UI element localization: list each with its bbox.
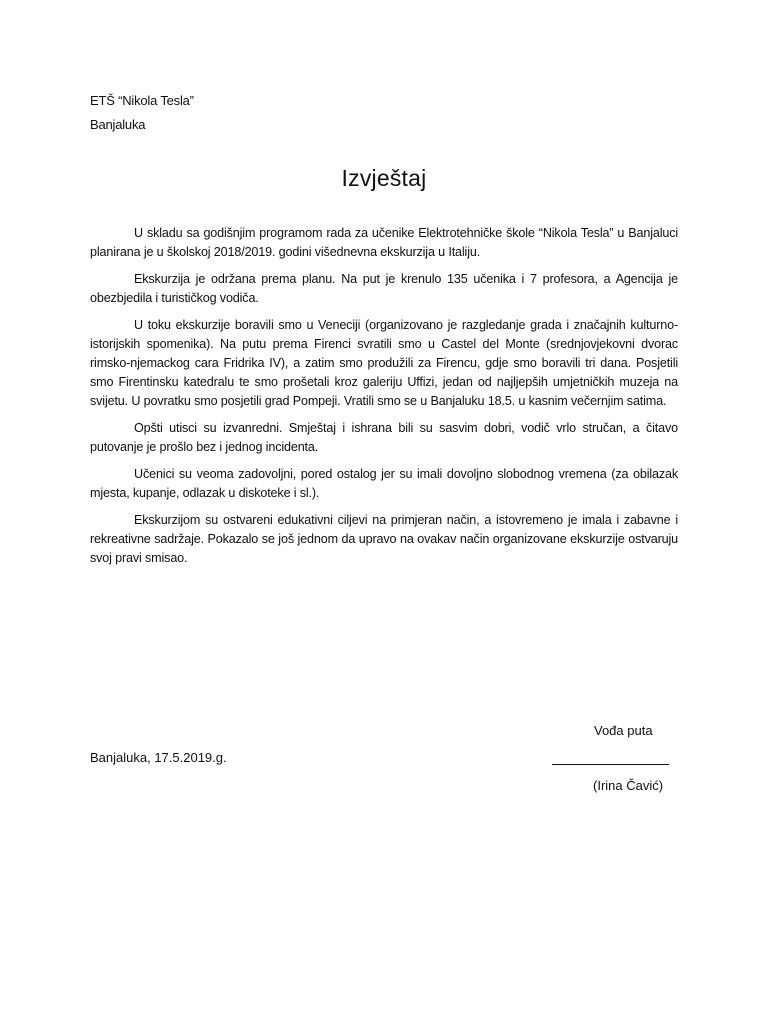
paragraph-execution: Ekskurzija je održana prema planu. Na put je krenulo 135 učenika i 7 profesora, a Agencija je obezbjedila i turističkog vodiča. xyxy=(90,272,678,305)
signer-name: (Irina Čavić) xyxy=(593,778,664,793)
school-city: Banjaluka xyxy=(90,117,146,132)
signature-line xyxy=(552,764,669,765)
paragraph-satisfaction: Učenici su veoma zadovoljni, pored ostalog jer su imali dovoljno slobodnog vremena (za obilazak mjesta, kupanje, odlazak u diskoteke i sl.). xyxy=(90,467,678,500)
paragraph-conclusion: Ekskurzijom su ostvareni edukativni ciljevi na primjeran način, a istovremeno je imala i zabavne i rekreativne sadržaje. Pokazalo se još jednom da upravo na ovakav način organizovane ekskurzije ostvaruju svoj pravi smisao. xyxy=(90,513,678,565)
place-and-date: Banjaluka, 17.5.2019.g. xyxy=(90,750,227,765)
trip-leader-label: Vođa puta xyxy=(594,723,653,738)
school-name: ETŠ “Nikola Tesla” xyxy=(90,93,194,108)
paragraph-impressions: Opšti utisci su izvanredni. Smještaj i ishrana bili su sasvim dobri, vodič vrlo stručan, a čitavo putovanje je prošlo bez i jednog incidenta. xyxy=(90,421,678,454)
paragraph-itinerary: U toku ekskurzije boravili smo u Veneciji (organizovano je razgledanje grada i značajnih kulturno-istorijskih spomenika). Na putu prema Firenci svratili smo u Castel del Monte (srednjovjekovni dvorac rimsko-njemackog cara Fridrika IV), a zatim smo produžili za Firencu, gdje smo boravili tri dana. Posjetili smo Firentinsku katedralu te smo prošetali kroz galeriju Uffizi, jedan od najljepših umjetničkih muzeja na svijetu. U povratku smo posjetili grad Pompeji. Vratili smo se u Banjaluku 18.5. u kasnim večernjim satima. xyxy=(90,318,678,408)
report-body xyxy=(90,224,678,576)
document-title: Izvještaj xyxy=(341,165,427,191)
paragraph-program: U skladu sa godišnjim programom rada za učenike Elektrotehničke škole “Nikola Tesla” u Banjaluci planirana je u školskoj 2018/2019. godini višednevna ekskurzija u Italiju. xyxy=(90,226,678,259)
